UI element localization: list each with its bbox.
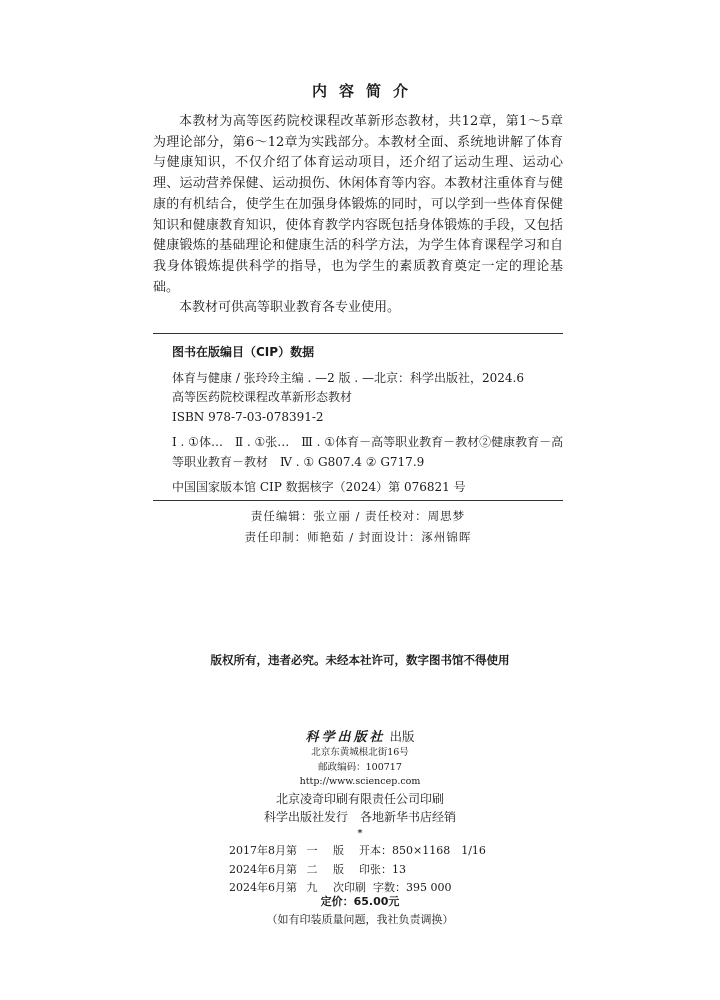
edition-number: 九 [306,881,318,894]
edition-row [229,861,486,880]
edition-date: 2017年8月第 [229,844,297,857]
intro-body [153,112,563,319]
price-label: 定价： [320,895,354,908]
publisher-website: http://www.sciencep.com [299,776,421,787]
price-value: 65.00元 [353,895,400,908]
publisher-postcode: 邮政编码：100717 [318,761,402,773]
cip-block [172,343,564,498]
separator-star: * [357,827,363,839]
cip-series: 高等医药院校课程改革新形态教材 [172,390,353,404]
publisher-logo: 科学出版社 [305,730,386,745]
publisher-address: 北京东黄城根北街16号 [311,747,409,758]
publisher-suffix: 出版 [389,729,415,744]
staff-block [153,506,563,548]
publisher-block [0,728,720,841]
edition-row [229,842,486,861]
distribution-line: 科学出版社发行 各地新华书店经销 [263,810,456,824]
price-block [0,893,720,929]
cip-isbn: ISBN 978-7-03-078391-2 [172,409,324,424]
intro-title: 内容简介 [311,82,420,100]
edition-type: 版 [333,862,344,876]
intro-paragraph: 本教材为高等医药院校课程改革新形态教材，共12章，第1～5章为理论部分，第6～12章为实践部分。本教材全面、系统地讲解了体育与健康知识，不仅介绍了体育运动项目，还介绍了运动生理、运动心理、运动营养保健、运动损伤、休闲体育等内容。本教材注重体育与健康的有机结合，使学生在加强身体锻炼的同时，可以学到一些体育保健知识和健康教育知识，使体育教学内容既包括身体锻炼的手段，又包括健康锻炼的基础理论和健康生活的科学方法，为学生体育课程学习和自我身体锻炼提供科学的指导，也为学生的素质教育奠定一定的理论基础。 [153,114,563,295]
cip-classification: Ⅰ . ①体… Ⅱ . ①张… Ⅲ . ①体育－高等职业教育－教材②健康教育－高等职业教育－教材 Ⅳ . ① G807.4 ② G717.9 [172,435,564,469]
intro-paragraph: 本教材可供高等职业教育各专业使用。 [179,300,401,316]
cip-record: 中国国家版本馆 CIP 数据核字（2024）第 076821 号 [172,480,466,494]
edition-specs [229,842,486,898]
price-note: （如有印装质量问题，我社负责调换） [266,913,454,926]
cip-heading: 图书在版编目（CIP）数据 [172,345,315,359]
cip-title-line: 体育与健康 / 张玲玲主编 . —2 版 . —北京：科学出版社，2024.6 [172,370,524,385]
publisher-line [0,728,720,746]
printer-line: 北京凌奇印刷有限责任公司印刷 [275,791,444,806]
staff-line: 责任印制：师艳茹 / 封面设计：涿州锦晖 [244,530,472,544]
price-line [0,893,720,911]
edition-date: 2024年6月第 [229,862,297,876]
edition-info: 字数：395 000 [373,881,452,894]
cip-top-rule [153,333,563,334]
edition-info: 印张：13 [359,862,406,876]
cip-bottom-rule [153,500,563,501]
edition-type: 版 [333,844,344,857]
edition-info: 开本：850×1168 1/16 [359,844,486,857]
edition-type: 次印刷 [333,881,366,894]
copyright-notice: 版权所有，违者必究。未经本社许可，数字图书馆不得使用 [210,653,510,667]
edition-number: 一 [306,844,318,857]
staff-line: 责任编辑：张立丽 / 责任校对：周思梦 [250,509,466,523]
edition-number: 二 [306,862,318,876]
edition-date: 2024年6月第 [229,881,297,894]
